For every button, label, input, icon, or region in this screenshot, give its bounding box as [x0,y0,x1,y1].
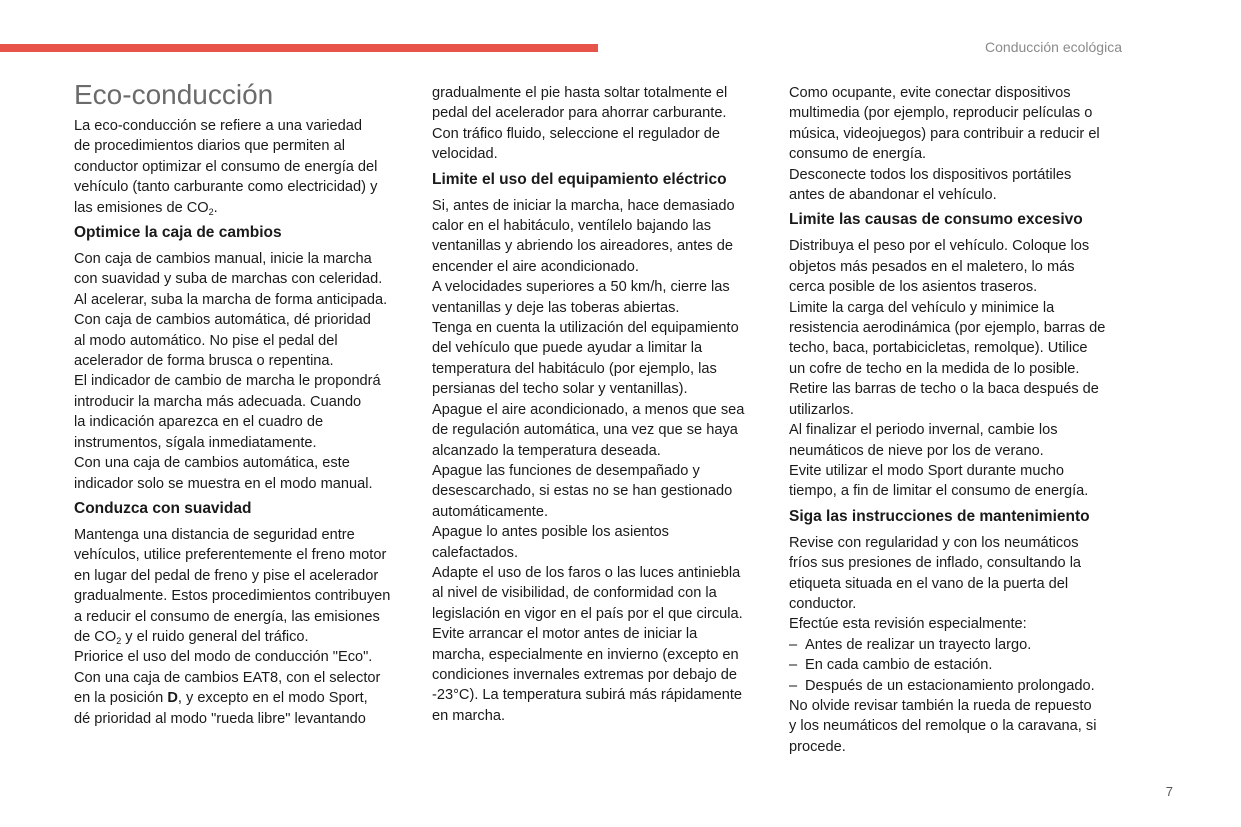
smooth-driving-paragraph [74,525,414,729]
smooth-driving-continuation: gradualmente el pie hasta soltar totalmente el pedal del acelerador para ahorrar carburante. Con tráfico fluido, seleccione el regulador de velocidad. [432,85,728,163]
heading-electrical-equipment: Limite el uso del equipamiento eléctrico [432,170,727,188]
heading-maintenance: Siga las instrucciones de mantenimiento [789,507,1090,525]
maintenance-list [789,635,1127,696]
column-2 [432,83,766,726]
intro-text-end: . [213,199,218,216]
header-accent-bar [0,44,598,52]
page-number: 7 [1165,784,1173,799]
smooth-text-3: , y excepto en el modo Sport, dé prioridad al modo "rueda libre" levantando [74,690,368,727]
heading-gearbox: Optimice la caja de cambios [74,224,282,242]
maintenance-closing: No olvide revisar también la rueda de repuesto y los neumáticos del remolque o la caravana, si procede. [789,697,1097,755]
intro-paragraph [74,116,414,218]
electrical-continuation: Como ocupante, evite conectar dispositivos multimedia (por ejemplo, reproducir películas o música, videojuegos) para contribuir a reducir el consumo de energía. Desconecte todos los dispositivos portátiles antes de abandonar el vehículo. [789,85,1100,204]
gearbox-paragraph: Con caja de cambios manual, inicie la marcha con suavidad y suba de marchas con celeridad. Al acelerar, suba la marcha de forma anticipada. Con caja de cambios automática, dé prioridad al modo automático. No pise el pedal del acelerador de forma brusca o repentina. El indicador de cambio de marcha le propondrá introducir la marcha más adecuada. Cuando la indicación aparezca en el cuadro de instrumentos, sígala inmediatamente. Con una caja de cambios automática, este indicador solo se muestra en el modo manual. [74,251,388,492]
heading-smooth-driving: Conduzca con suavidad [74,499,252,517]
heading-excess-consumption: Limite las causas de consumo excesivo [789,211,1083,229]
column-3 [789,83,1127,757]
intro-co2-subscript: 2 [208,206,214,217]
electrical-paragraph: Si, antes de iniciar la marcha, hace demasiado calor en el habitáculo, ventílelo bajando las ventanillas y abriendo los aireadores, antes de encender el aire acondicionado. A velocidades superiores a 50 km/h, cierre las ventanillas y deje las toberas abiertas. Tenga en cuenta la utilización del equipamiento del vehículo que puede ayudar a limitar la temperatura del habitáculo (por ejemplo, las persianas del techo solar y ventanillas). Apague el aire acondicionado, a menos que sea de regulación automática, una vez que se haya alcanzado la temperatura deseada. Apague las funciones de desempañado y desescarchado, si estas no se han gestionado automáticamente. Apague lo antes posible los asientos calefactados. Adapte el uso de los faros o las luces antiniebla al nivel de visibilidad, de conformidad con la legislación en vigor en el país por el que circula. Evite arrancar el motor antes de iniciar la marcha, especialmente en invierno (excepto en condiciones invernales extremas por debajo de -23°C). La temperatura subirá más rápidamente en marcha. [432,197,745,724]
selector-position-d: D [167,690,178,707]
page-title: Eco-conducción [74,79,274,110]
smooth-text-2: y el ruido general del tráfico. Priorice el uso del modo de conducción "Eco". Con una caja de cambios EAT8, con el selector en la posición [74,628,381,707]
maintenance-paragraph: Revise con regularidad y con los neumáticos fríos sus presiones de inflado, consultando la etiqueta situada en el vano de la puerta del conductor. Efectúe esta revisión especialmente: [789,534,1082,633]
excess-paragraph: Distribuya el peso por el vehículo. Coloque los objetos más pesados en el maletero, lo más cerca posible de los asientos traseros. Limite la carga del vehículo y minimice la resistencia aerodinámica (por ejemplo, barras de techo, baca, portabicicletas, remolque). Utilice un cofre de techo en la medida de lo posible. Retire las barras de techo o la baca después de utilizarlos. Al finalizar el periodo invernal, cambie los neumáticos de nieve por los de verano. Evite utilizar el modo Sport durante mucho tiempo, a fin de limitar el consumo de energía. [789,238,1106,500]
intro-text: La eco-conducción se refiere a una variedad de procedimientos diarios que permiten al conductor optimizar el consumo de energía del vehículo (tanto carburante como electricidad) y las emisiones de CO [74,118,378,216]
list-item: – En cada cambio de estación. [789,655,1127,675]
column-1 [74,80,414,729]
list-item: – Antes de realizar un trayecto largo. [789,635,1127,655]
running-header: Conducción ecológica [985,39,1122,55]
smooth-text-1: Mantenga una distancia de seguridad entre vehículos, utilice preferentemente el freno motor en lugar del pedal de freno y pise el acelerador gradualmente. Estos procedimientos contribuyen a reducir el consumo de energía, las emisiones de CO [74,526,391,645]
smooth-co2-subscript: 2 [116,635,122,646]
list-item: – Después de un estacionamiento prolongado. [789,676,1127,696]
